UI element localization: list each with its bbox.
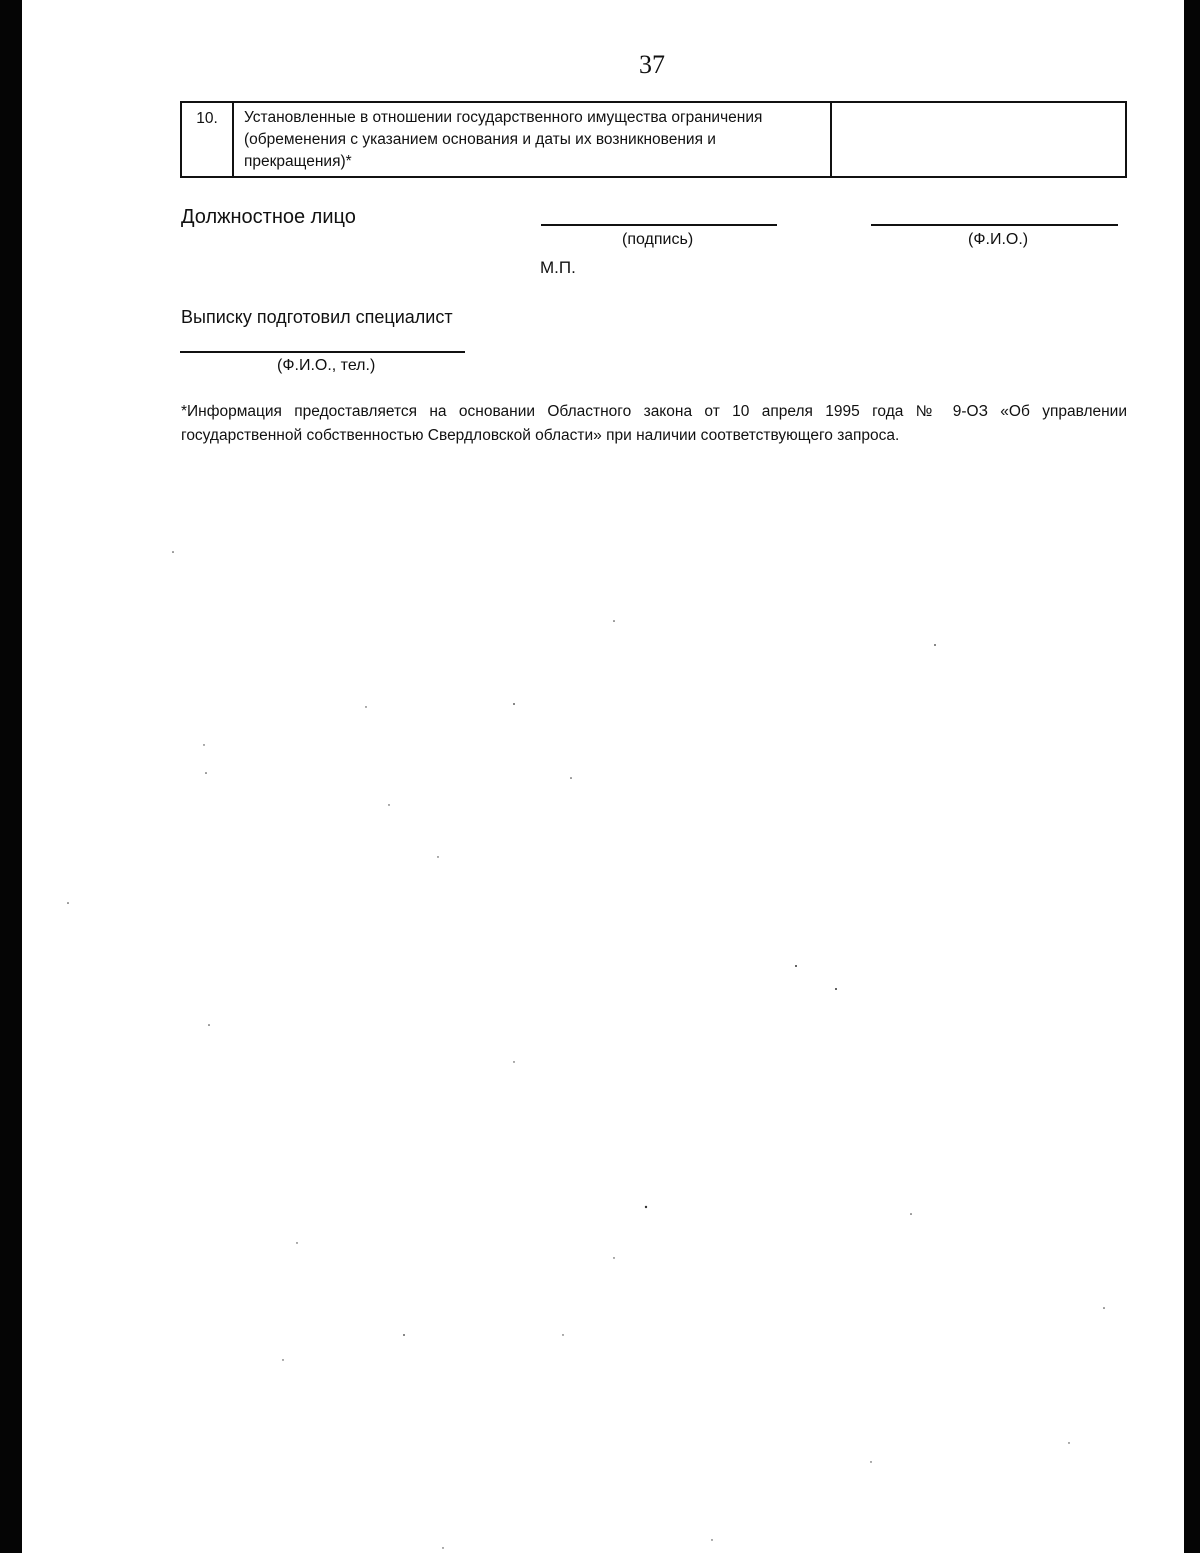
fio-caption: (Ф.И.О.) (968, 231, 1029, 248)
page-number: 37 (639, 50, 665, 79)
row-number: 10. (181, 102, 233, 177)
stamp-label: М.П. (540, 258, 576, 277)
prepared-by-label: Выписку подготовил специалист (181, 307, 453, 327)
footnote: *Информация предоставляется на основании Областного закона от 10 апреля 1995 года № 9-ОЗ «Об управлении государственной собственностью Свердловской области» при наличии соответствующего запроса. (181, 403, 1127, 444)
specialist-caption: (Ф.И.О., тел.) (277, 357, 376, 374)
signature-caption: (подпись) (622, 231, 694, 248)
official-label: Должностное лицо (181, 206, 356, 228)
row-description: Установленные в отношении государственного имущества ограничения (обременения с указанием основания и даты их возникновения и прекращения)* (233, 102, 831, 177)
